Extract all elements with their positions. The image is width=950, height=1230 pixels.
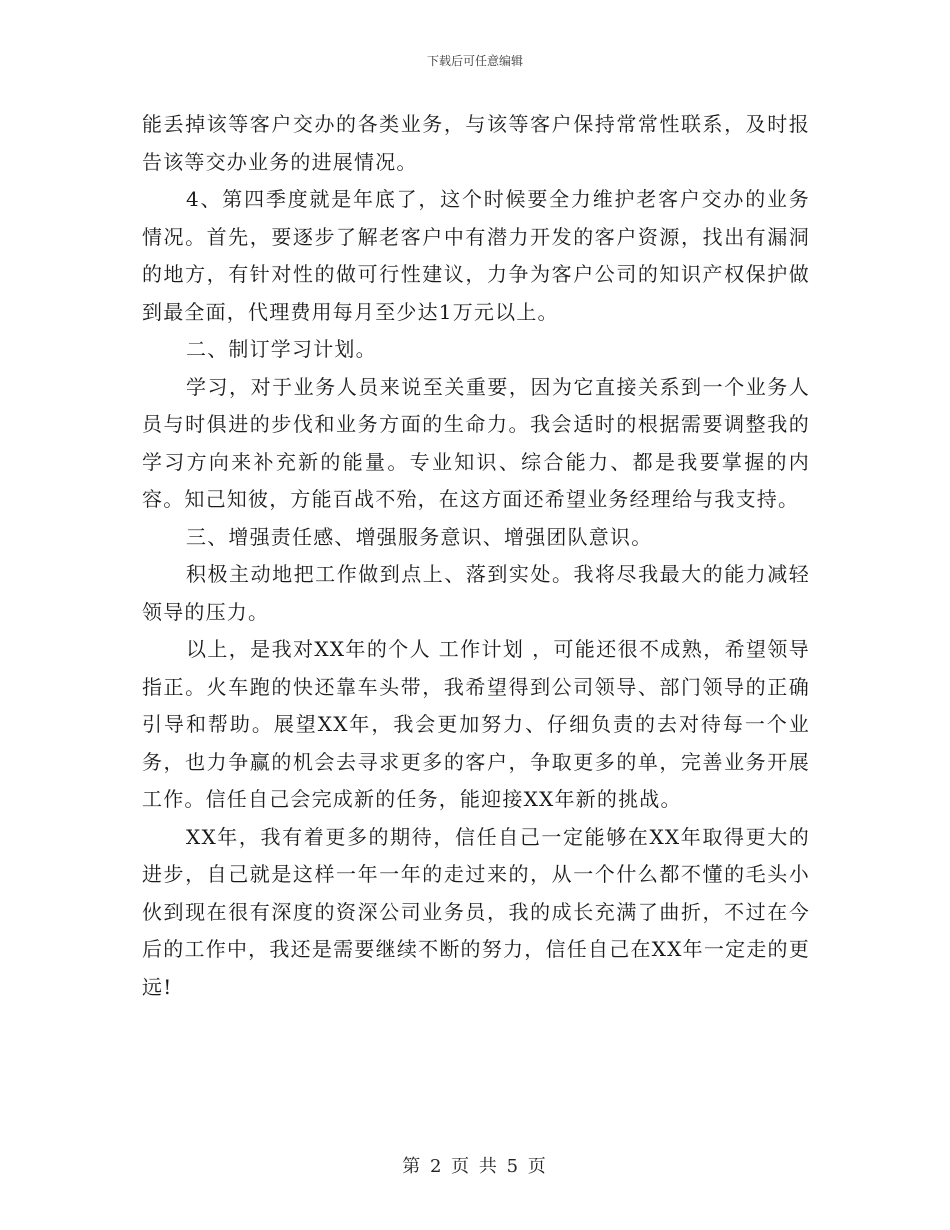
section-heading-study-plan: 二、制订学习计划。: [186, 337, 377, 361]
paragraph-initiative: 积极主动地把工作做到点上、落到实处。我将尽我最大的能力减轻领导的压力。: [142, 562, 810, 624]
paragraph-study: 学习，对于业务人员来说至关重要，因为它直接关系到一个业务人员与时俱进的步伐和业务方面的生命力。我会适时的根据需要调整我的学习方向来补充新的能量。专业知识、综合能力、都是我要掌握的内容。知己知彼，方能百战不殆，在这方面还希望业务经理给与我支持。: [142, 374, 810, 511]
header-note: 下载后可任意编辑: [426, 54, 523, 68]
page-number: 第 2 页 共 5 页: [402, 1156, 548, 1177]
paragraph-continued: 能丢掉该等客户交办的各类业务，与该等客户保持常常性联系，及时报告该等交办业务的进展情况。: [142, 112, 810, 174]
paragraph-expectation: XX年，我有着更多的期待，信任自己一定能够在XX年取得更大的进步，自己就是这样一年一年的走过来的，从一个什么都不懂的毛头小伙到现在很有深度的资深公司业务员，我的成长充满了曲折，不过在今后的工作中，我还是需要继续不断的努力，信任自己在XX年一定走的更远!: [142, 824, 810, 999]
paragraph-fourth-quarter: 4、第四季度就是年底了，这个时候要全力维护老客户交办的业务情况。首先，要逐步了解老客户中有潜力开发的客户资源，找出有漏洞的地方，有针对性的做可行性建议，力争为客户公司的知识产权保护做到最全面，代理费用每月至少达1万元以上。: [142, 187, 810, 324]
section-heading-responsibility: 三、增强责任感、增强服务意识、增强团队意识。: [186, 524, 653, 549]
document-body: [142, 106, 810, 1006]
paragraph-summary: 以上，是我对XX年的个人 工作计划 ，可能还很不成熟，希望领导指正。火车跑的快还靠车头带，我希望得到公司领导、部门领导的正确引导和帮助。展望XX年，我会更加努力、仔细负责的去对待每一个业务，也力争赢的机会去寻求更多的客户，争取更多的单，完善业务开展工作。信任自己会完成新的任务，能迎接XX年新的挑战。: [142, 637, 810, 811]
